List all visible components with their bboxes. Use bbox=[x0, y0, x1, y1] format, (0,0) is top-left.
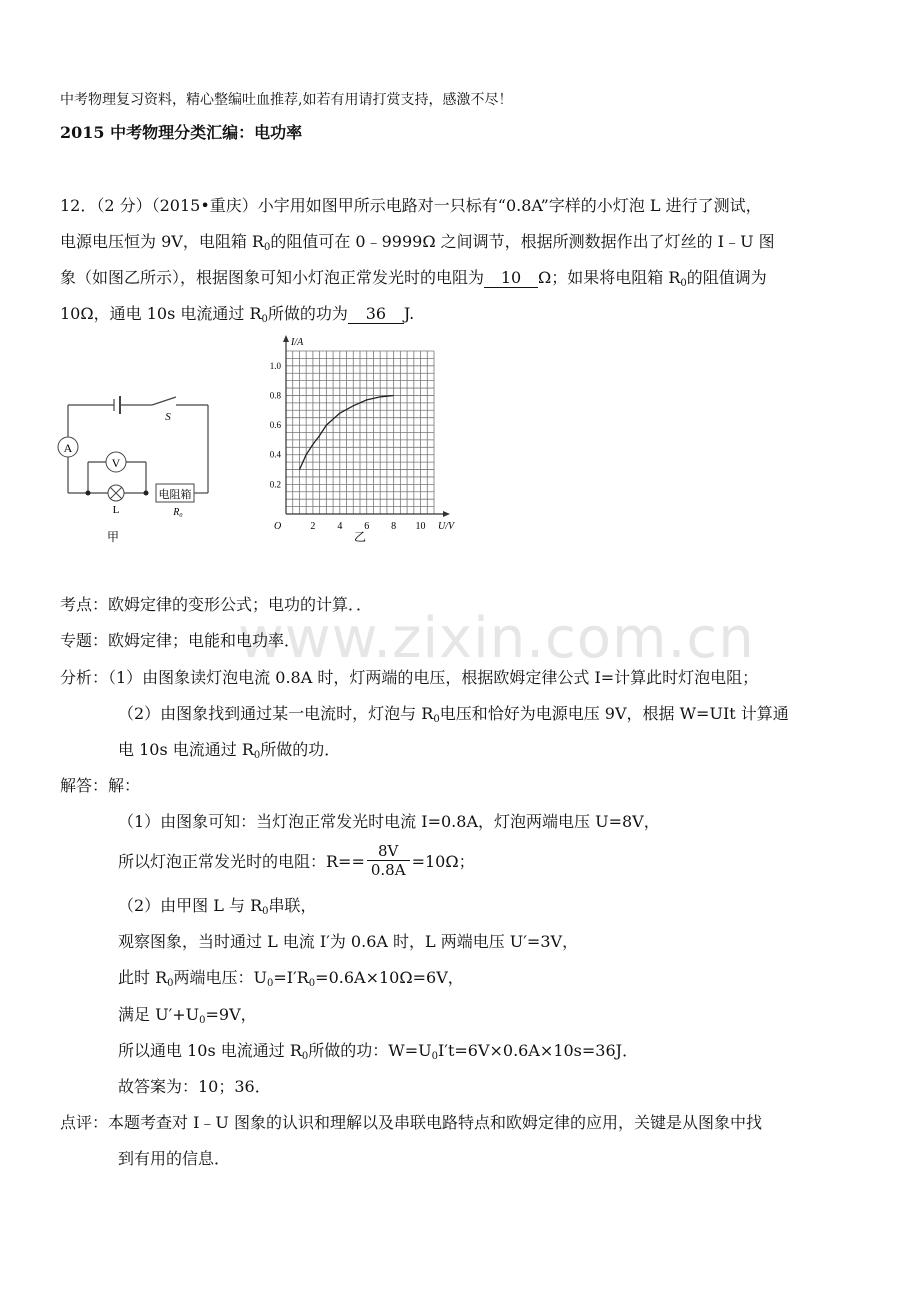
resistance-box-label: 电阻箱 bbox=[158, 489, 192, 501]
lamp-label: L bbox=[112, 504, 120, 516]
y-tick-label: 0.4 bbox=[269, 449, 281, 460]
svg-text:V: V bbox=[111, 456, 121, 470]
comment-line-1: 点评：本题考查对 I﹣U 图象的认识和理解以及串联电路特点和欧姆定律的应用，关键是从图象中找 bbox=[60, 1113, 762, 1132]
solution-line-7: 所以通电 10s 电流通过 $R_0$所做的功：$W=U_0I't=6V\times 0.6A\times 10s=36J$． bbox=[118, 1041, 639, 1062]
analysis-line-3: 电 10s 电流通过 $R_0$所做的功． bbox=[118, 740, 341, 761]
y-tick-label: 0.6 bbox=[269, 420, 281, 431]
analysis-line-1: 分析：（1）由图象读灯泡电流 0.8A 时，灯两端的电压，根据欧姆定律公式 I=计算此时灯泡电阻； bbox=[60, 668, 759, 687]
analysis-line-2: （2）由图象找到通过某一电流时，灯泡与 $R_0$电压和恰好为电源电压 9V，根据 W=UIt 计算通 bbox=[118, 704, 789, 725]
solution-line-8: 故答案为：10；36． bbox=[118, 1077, 271, 1096]
x-tick-label: 4 bbox=[337, 521, 343, 532]
circuit-diagram bbox=[50, 385, 220, 545]
switch-label: S bbox=[165, 411, 171, 423]
x-tick-label: 6 bbox=[364, 521, 370, 532]
zhuanti-line: 专题：欧姆定律；电能和电功率． bbox=[60, 631, 301, 650]
chart-ylabel: I/A bbox=[291, 337, 304, 348]
question-line-1: 12．（2 分）（2015•重庆）小宇用如图甲所示电路对一只标有“0.8A”字样的小灯泡 L 进行了测试， bbox=[60, 196, 762, 215]
lamp-icon bbox=[108, 485, 124, 501]
svg-text:A: A bbox=[63, 441, 73, 455]
solution-line-3: （2）由甲图 L 与 $R_0$串联， bbox=[118, 896, 317, 917]
comment-line-2: 到有用的信息． bbox=[118, 1149, 231, 1168]
circuit-caption: 甲 bbox=[106, 530, 120, 544]
question-line-4: 10Ω，通电 10s 电流通过 $R_0$所做的功为 36 J. bbox=[60, 304, 415, 325]
solution-line-4: 观察图象，当时通过 L 电流 I′为 0.6A 时，L 两端电压 U′=3V， bbox=[118, 932, 579, 951]
answer-blank-2: 36 bbox=[348, 305, 404, 324]
watermark: www.zixin.com.cn bbox=[238, 606, 755, 671]
x-tick-label: 2 bbox=[310, 521, 316, 532]
question-line-2: 电源电压恒为 9V，电阻箱 $R_0$的阻值可在 0﹣9999Ω 之间调节，根据所测数据作出了灯丝的 I﹣U 图 bbox=[60, 232, 775, 253]
x-tick-label: 10 bbox=[415, 521, 426, 532]
ammeter-icon bbox=[58, 437, 78, 457]
solution-line-6: 满足 $U'+U_0=9V$， bbox=[118, 1005, 257, 1026]
solution-line-5: 此时 $R_0$两端电压：$U_0=I'R_0=0.6A\times 10\Omega=6V$， bbox=[118, 968, 464, 989]
answer-blank-1: 10 bbox=[484, 269, 538, 288]
solution-line-1: （1）由图象可知：当灯泡正常发光时电流 I=0.8A，灯泡两端电压 U=8V， bbox=[118, 812, 660, 831]
solution-line-2: 所以灯泡正常发光时的电阻：R== $\frac{8V}{0.8A}$ =10Ω； bbox=[118, 842, 475, 879]
y-tick-label: 1.0 bbox=[269, 360, 281, 371]
x-axis-arrow bbox=[443, 511, 450, 517]
y-axis-arrow bbox=[283, 335, 289, 342]
junction-dot-right bbox=[144, 491, 149, 496]
voltmeter-icon bbox=[106, 452, 126, 472]
promo-header: 中考物理复习资料，精心整编吐血推荐,如若有用请打赏支持，感激不尽！ bbox=[60, 92, 513, 108]
iu-chart bbox=[260, 333, 480, 545]
question-line-3: 象（如图乙所示），根据图象可知小灯泡正常发光时的电阻为 10 Ω；如果将电阻箱 $R_0$的阻值调为 bbox=[60, 268, 767, 289]
resistance-box-sublabel: R₀ bbox=[173, 507, 183, 518]
solution-head: 解答：解： bbox=[60, 776, 141, 795]
document-title: 2015 中考物理分类汇编：电功率 bbox=[60, 123, 303, 142]
resistance-fraction: $\frac{8V}{0.8A}$ bbox=[367, 842, 410, 879]
y-tick-label: 0.8 bbox=[269, 390, 281, 401]
y-tick-label: 0.2 bbox=[269, 479, 281, 490]
chart-caption: 乙 bbox=[353, 530, 367, 544]
junction-dot-left bbox=[86, 491, 91, 496]
chart-origin-label: O bbox=[274, 521, 282, 532]
chart-xlabel: U/V bbox=[438, 521, 455, 532]
chart-grid bbox=[286, 351, 434, 514]
kaodian-line: 考点：欧姆定律的变形公式；电功的计算．． bbox=[60, 595, 373, 614]
x-tick-label: 8 bbox=[391, 521, 397, 532]
